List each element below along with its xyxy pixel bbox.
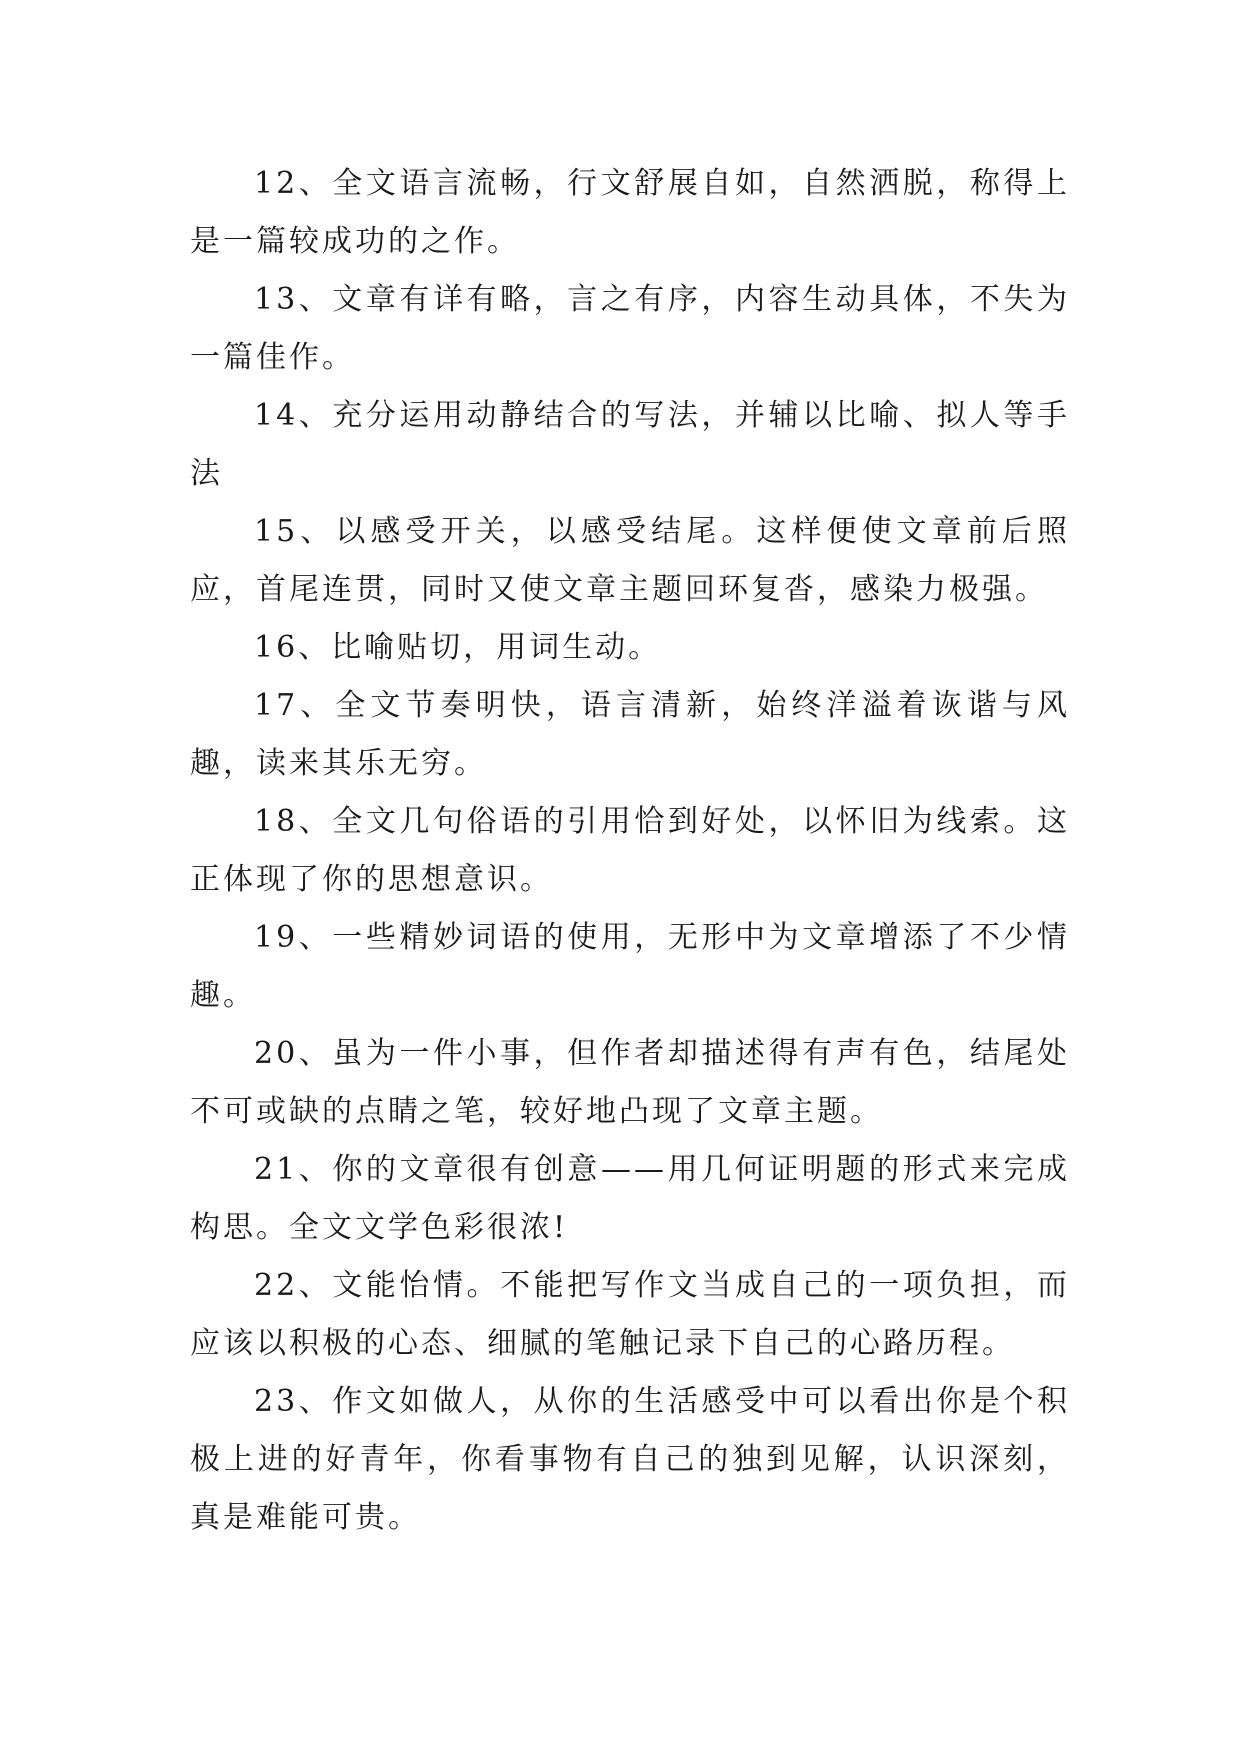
paragraph-23: 23、作文如做人，从你的生活感受中可以看出你是个积极上进的好青年，你看事物有自己的独到见解，认识深刻，真是难能可贵。 (190, 1384, 1070, 1535)
paragraph-15: 15、以感受开关，以感受结尾。这样便使文章前后照应，首尾连贯，同时又使文章主题回环复沓，感染力极强。 (190, 514, 1070, 607)
paragraph-17: 17、全文节奏明快，语言清新，始终洋溢着诙谐与风趣，读来其乐无穷。 (190, 688, 1070, 781)
document-body (190, 155, 1070, 1547)
paragraph-12: 12、全文语言流畅，行文舒展自如，自然洒脱，称得上是一篇较成功的之作。 (190, 166, 1070, 259)
paragraph-20: 20、虽为一件小事，但作者却描述得有声有色，结尾处不可或缺的点睛之笔，较好地凸现了文章主题。 (190, 1036, 1070, 1129)
paragraph-18: 18、全文几句俗语的引用恰到好处，以怀旧为线索。这正体现了你的思想意识。 (190, 804, 1070, 897)
paragraph-13: 13、文章有详有略，言之有序，内容生动具体，不失为一篇佳作。 (190, 282, 1070, 375)
paragraph-16: 16、比喻贴切，用词生动。 (254, 630, 662, 665)
paragraph-21: 21、你的文章很有创意——用几何证明题的形式来完成构思。全文文学色彩很浓! (190, 1152, 1070, 1245)
paragraph-19: 19、一些精妙词语的使用，无形中为文章增添了不少情趣。 (190, 920, 1070, 1013)
paragraph-22: 22、文能怡情。不能把写作文当成自己的一项负担，而应该以积极的心态、细腻的笔触记录下自己的心路历程。 (190, 1268, 1070, 1361)
paragraph-14: 14、充分运用动静结合的写法，并辅以比喻、拟人等手法 (190, 398, 1070, 491)
